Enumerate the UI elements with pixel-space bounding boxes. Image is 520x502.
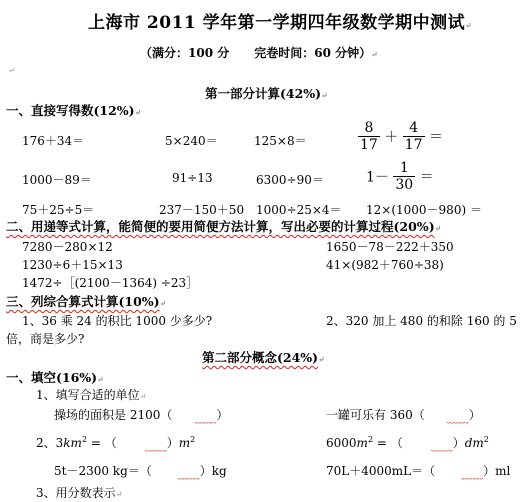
section-fill-blank-title: 一、填空(16%)↵ [6,370,104,385]
step-problem-4: 41×(982＋760÷38) [326,258,444,272]
fill-q1a: 操场的面积是 2100（ ﹏﹏） [54,408,229,425]
step-problem-2: 1650－78－222＋350 [326,240,454,254]
fraction-problem-1: $\frac{8}{17}$ ＋ $\frac{4}{17}$ ＝ [360,120,444,153]
problem-5: 91÷13 [172,171,213,185]
problem-10: 12×(1000－980) ＝ [366,203,482,217]
fill-q1-label: 1、填写合适的单位↵ [36,388,147,402]
problem-7: 75＋25÷5＝ [22,203,95,217]
problem-4: 1000－89＝ [22,173,92,187]
fill-q3-label: 3、用分数表示↵ [36,486,123,500]
fill-q2b: $6000m^2$ = （ $﹏﹏)dm^2$ [326,435,489,453]
step-problem-5: 1472÷［(2100－1364) ÷23］ [22,276,199,290]
part2-title: 第二部分概念(24%)↵ [202,350,325,365]
section-direct-answers-title: 一、直接写得数(12%)↵ [6,103,142,118]
problem-6: 6300÷90＝ [256,173,324,187]
fill-q2c: 5t－2300 kg＝（ ﹏﹏）kg [54,464,227,481]
part1-title: 第一部分计算(42%)↵ [205,86,328,101]
step-problem-3: 1230÷6＋15×13 [22,258,123,272]
fill-q2a: 2、$3km^2$ = （ $﹏﹏)m^2$ [36,435,196,453]
page-subtitle: （满分：100 分 完卷时间：60 分钟）↵ [140,46,378,60]
problem-1: 176＋34＝ [22,134,85,148]
page-title: 上海市 2011 学年第一学期四年级数学期中测试↵ [88,13,473,33]
problem-2: 5×240＝ [165,134,218,148]
word-problem-1: 1、36 乘 24 的积比 1000 少多少? [22,314,213,328]
step-problem-1: 7280－280×12 [22,240,113,254]
problem-3: 125×8＝ [254,134,307,148]
section-step-calc-title: 二、用递等式计算，能简便的要用简便方法计算，写出必要的计算过程(20%)↵ [6,219,442,234]
problem-8: 237－150＋50 [159,203,245,217]
fill-q1b: 一罐可乐有 360（ ﹏﹏） [326,408,481,425]
word-problem-2: 2、320 加上 480 的和除 160 的 5 [326,314,517,328]
section-expression-title: 三、列综合算式计算(10%)↵ [6,294,167,309]
fill-q2d: 70L＋4000mL＝（ ﹏﹏）ml [326,464,511,481]
word-problem-2-continued: 倍，商是多少? [6,332,85,346]
problem-9: 1000÷25×4＝ [256,203,342,217]
paragraph-mark: ↵ [8,66,15,75]
fraction-problem-2: 1－ $\frac{1}{30}$ ＝ [366,160,434,193]
